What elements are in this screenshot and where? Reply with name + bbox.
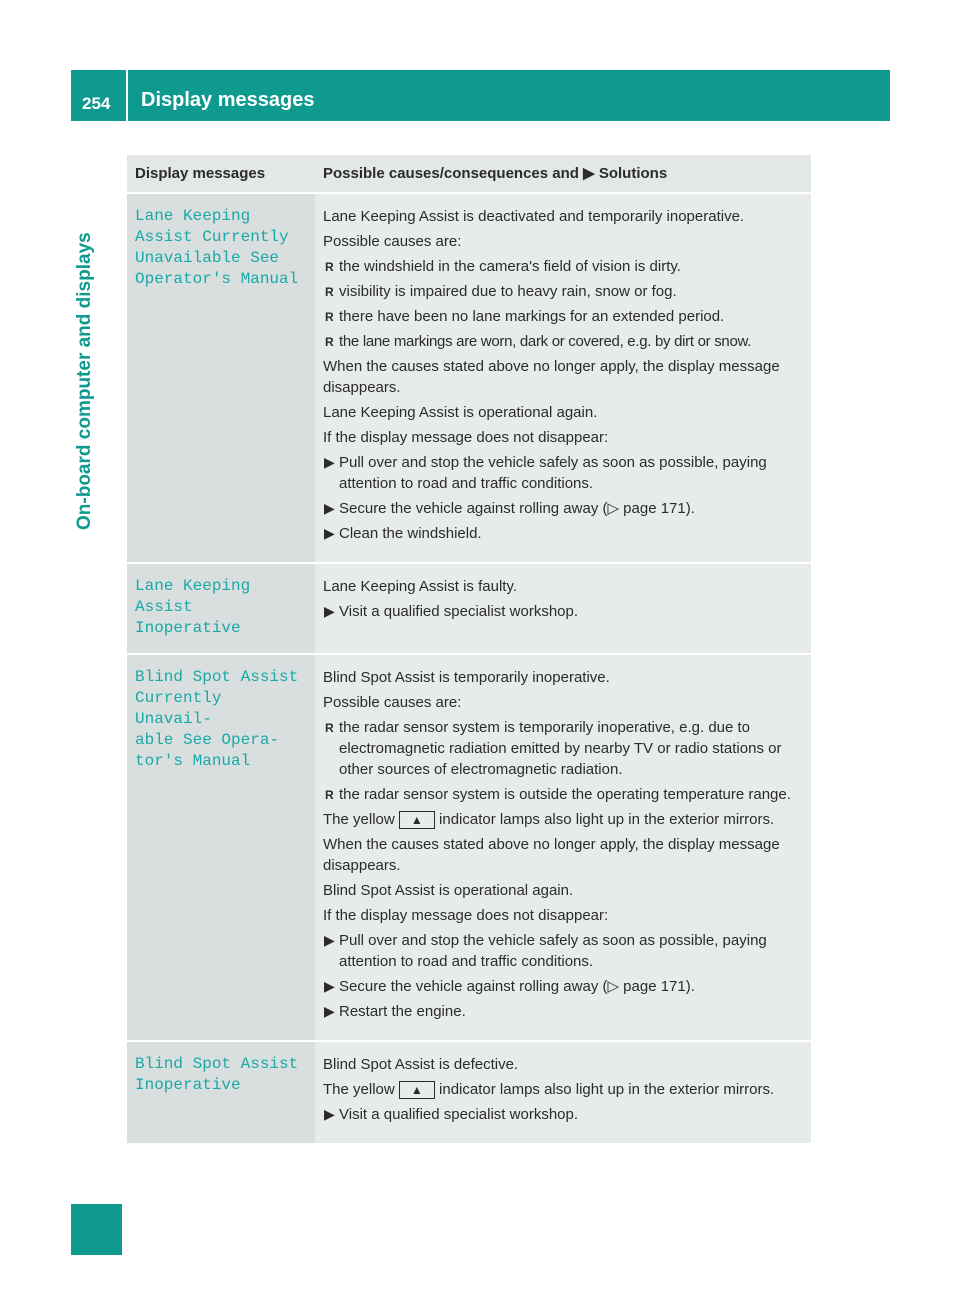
paragraph-text: The yellow xyxy=(323,1081,399,1098)
paragraph: If the display message does not disappear: xyxy=(323,429,609,446)
display-message-text: Lane Keeping Assist Currently Unavailable See Operator's Manual xyxy=(135,207,299,288)
step-text: Pull over and stop the vehicle safely as soon as possible, paying attention to road and traffic conditions. xyxy=(339,454,767,492)
table-row xyxy=(127,194,811,564)
step-item xyxy=(323,523,803,544)
message-cell xyxy=(127,564,315,655)
paragraph: Possible causes are: xyxy=(323,233,462,250)
paragraph: Blind Spot Assist is temporarily inoperative. xyxy=(323,669,610,686)
arrow-right-icon: ▶ xyxy=(324,932,335,948)
step-item xyxy=(323,601,803,622)
step-item xyxy=(323,976,803,997)
solution-cell xyxy=(315,194,811,564)
solution-cell xyxy=(315,564,811,655)
section-side-label: On-board computer and displays xyxy=(74,232,95,530)
header-divider xyxy=(126,70,128,121)
paragraph: When the causes stated above no longer apply, the display message disappears. xyxy=(323,358,780,396)
step-text: Secure the vehicle against rolling away (▷ page 171). xyxy=(339,500,695,517)
paragraph-text: indicator lamps also light up in the exterior mirrors. xyxy=(434,811,775,828)
page-title: Display messages xyxy=(141,89,315,111)
message-cell xyxy=(127,1042,315,1145)
bullet-text: the lane markings are worn, dark or covered, e.g. by dirt or snow. xyxy=(339,333,752,350)
arrow-right-icon: ▶ xyxy=(324,454,335,470)
step-text: Visit a qualified specialist workshop. xyxy=(339,1106,579,1123)
arrow-right-icon: ▶ xyxy=(324,1003,335,1019)
paragraph: If the display message does not disappear: xyxy=(323,907,609,924)
display-message-text: Lane Keeping Assist Inoperative xyxy=(135,577,251,637)
warning-triangle-lamp-icon: ▲ xyxy=(399,811,435,829)
bullet-text: the windshield in the camera's field of vision is dirty. xyxy=(339,258,681,275)
step-item xyxy=(323,1104,803,1125)
solution-cell xyxy=(315,1042,811,1145)
bullet-item xyxy=(323,717,803,780)
table-header-row xyxy=(127,155,811,194)
bullet-item xyxy=(323,256,803,277)
arrow-right-icon: ▶ xyxy=(324,978,335,994)
bullet-item xyxy=(323,331,803,352)
step-text: Restart the engine. xyxy=(339,1003,466,1020)
step-text: Secure the vehicle against rolling away (▷ page 171). xyxy=(339,978,695,995)
bullet-text: the radar sensor system is temporarily inoperative, e.g. due to electromagnetic radiation emitted by nearby TV or radio stations or other sources of electromagnetic radiation. xyxy=(339,719,782,778)
section-marker xyxy=(71,1204,122,1255)
bullet-text: the radar sensor system is outside the operating temperature range. xyxy=(339,786,791,803)
arrow-right-icon: ▶ xyxy=(324,525,335,541)
display-message-text: Blind Spot Assist Inoperative xyxy=(135,1055,299,1094)
step-item xyxy=(323,1001,803,1022)
warning-triangle-lamp-icon: ▲ xyxy=(399,1081,435,1099)
display-message-text: Blind Spot Assist Currently Unavail‐ able See Opera‐ tor's Manual xyxy=(135,668,299,770)
paragraph-text: The yellow xyxy=(323,811,399,828)
message-cell xyxy=(127,655,315,1042)
table-row xyxy=(127,564,811,655)
paragraph: Lane Keeping Assist is deactivated and temporarily inoperative. xyxy=(323,208,745,225)
display-messages-table xyxy=(127,155,811,1145)
bullet-text: visibility is impaired due to heavy rain, snow or fog. xyxy=(339,283,677,300)
step-item xyxy=(323,498,803,519)
bullet-item xyxy=(323,306,803,327)
paragraph: When the causes stated above no longer apply, the display message disappears. xyxy=(323,836,780,874)
arrow-right-icon: ▶ xyxy=(324,603,335,619)
paragraph: Lane Keeping Assist is operational again. xyxy=(323,404,598,421)
paragraph: Possible causes are: xyxy=(323,694,462,711)
arrow-right-icon: ▶ xyxy=(583,165,595,182)
col-header-solutions-text1: Possible causes/consequences and xyxy=(323,165,584,182)
col-header-messages: Display messages xyxy=(127,155,315,194)
arrow-right-icon: ▶ xyxy=(324,1106,335,1122)
col-header-solutions-text2: Solutions xyxy=(594,165,668,182)
message-cell xyxy=(127,194,315,564)
paragraph: Lane Keeping Assist is faulty. xyxy=(323,578,518,595)
page-number: 254 xyxy=(82,94,111,113)
table-row xyxy=(127,1042,811,1145)
step-text: Visit a qualified specialist workshop. xyxy=(339,603,579,620)
table-row xyxy=(127,655,811,1042)
step-text: Pull over and stop the vehicle safely as soon as possible, paying attention to road and traffic conditions. xyxy=(339,932,767,970)
step-text: Clean the windshield. xyxy=(339,525,482,542)
paragraph xyxy=(323,1079,803,1100)
bullet-text: there have been no lane markings for an extended period. xyxy=(339,308,725,325)
arrow-right-icon: ▶ xyxy=(324,500,335,516)
step-item xyxy=(323,930,803,972)
bullet-item xyxy=(323,281,803,302)
paragraph-text: indicator lamps also light up in the exterior mirrors. xyxy=(434,1081,775,1098)
col-header-solutions xyxy=(315,155,811,194)
step-item xyxy=(323,452,803,494)
paragraph xyxy=(323,809,803,830)
paragraph: Blind Spot Assist is operational again. xyxy=(323,882,574,899)
solution-cell xyxy=(315,655,811,1042)
paragraph: Blind Spot Assist is defective. xyxy=(323,1056,519,1073)
bullet-item xyxy=(323,784,803,805)
